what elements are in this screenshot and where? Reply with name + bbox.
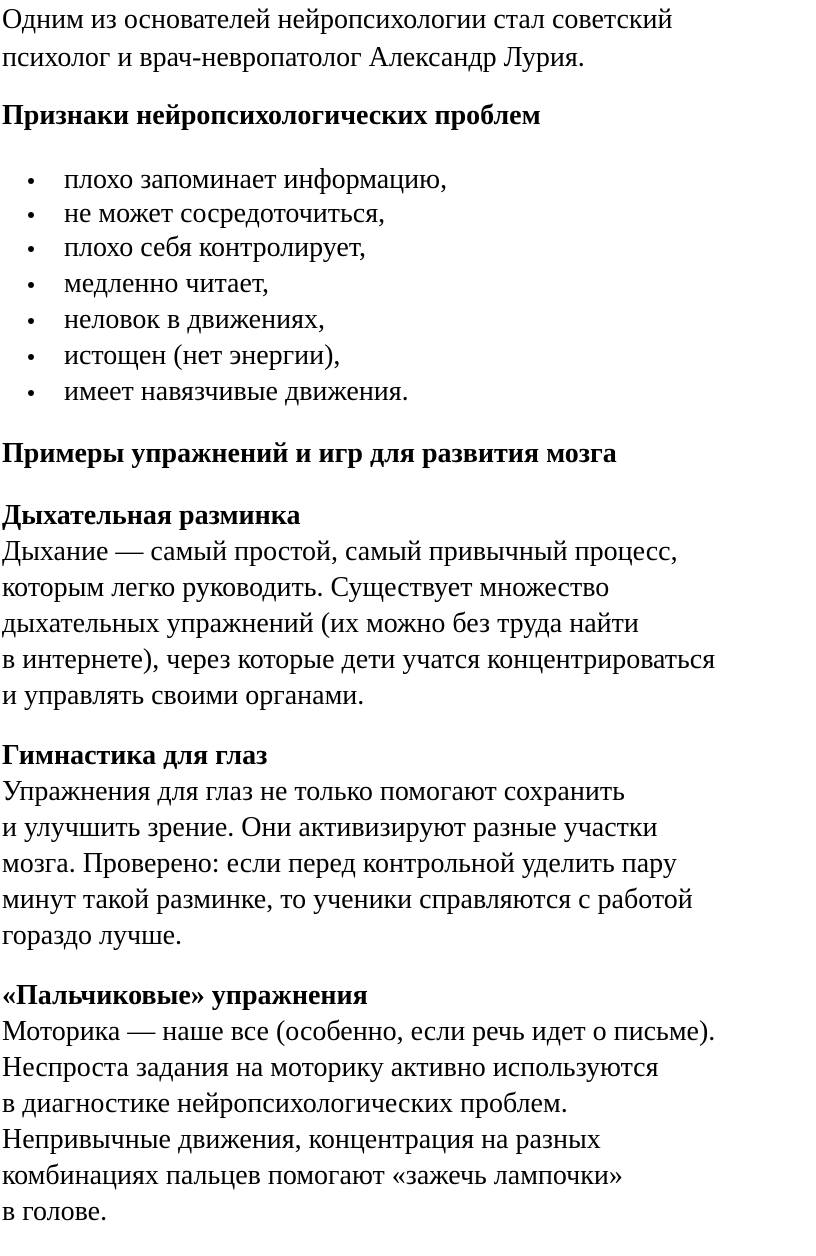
eyes-line-5: гораздо лучше. [2,920,183,951]
fingers-line-1: Моторика — наше все (особенно, если речь идет о письме). [2,1016,716,1047]
fingers-line-4: Непривычные движения, концентрация на разных [2,1124,601,1155]
list-item-text: имеет навязчивые движения. [64,376,409,407]
bullet-icon [28,282,34,288]
eyes-line-4: минут такой разминке, то ученики справляются с работой [2,884,693,915]
fingers-line-3: в диагностике нейропсихологических проблем. [2,1088,568,1119]
eyes-line-2: и улучшить зрение. Они активизируют разные участки [2,812,658,843]
list-item-text: медленно читает, [64,268,270,299]
intro-line-2: психолог и врач-невропатолог Александр Лурия. [2,42,585,73]
bullet-icon [28,212,34,218]
list-item-text: неловок в движениях, [64,304,325,335]
bullet-icon [28,354,34,360]
fingers-line-2: Неспроста задания на моторику активно используются [2,1052,659,1083]
bullet-icon [28,178,34,184]
eyes-line-3: мозга. Проверено: если перед контрольной уделить пару [2,848,677,879]
eyes-line-1: Упражнения для глаз не только помогают сохранить [2,776,625,807]
fingers-line-5: комбинациях пальцев помогают «зажечь лампочки» [2,1160,623,1191]
breathing-line-5: и управлять своими органами. [2,680,365,711]
list-item-text: плохо запоминает информацию, [64,164,448,195]
eyes-heading: Гимнастика для глаз [2,740,268,771]
signs-heading: Признаки нейропсихологических проблем [2,100,541,131]
examples-heading: Примеры упражнений и игр для развития мозга [2,438,617,469]
fingers-heading: «Пальчиковые» упражнения [2,980,368,1011]
breathing-line-4: в интернете), через которые дети учатся концентрироваться [2,644,716,675]
intro-line-1: Одним из основателей нейропсихологии стал советский [2,4,673,35]
bullet-icon [28,390,34,396]
breathing-line-2: которым легко руководить. Существует множество [2,572,610,603]
list-item-text: не может сосредоточиться, [64,198,386,229]
list-item-text: плохо себя контролирует, [64,232,366,263]
breathing-line-1: Дыхание — самый простой, самый привычный процесс, [2,536,678,567]
bullet-icon [28,246,34,252]
bullet-icon [28,318,34,324]
list-item-text: истощен (нет энергии), [64,340,341,371]
fingers-line-6: в голове. [2,1196,108,1227]
breathing-line-3: дыхательных упражнений (их можно без труда найти [2,608,639,639]
breathing-heading: Дыхательная разминка [2,500,301,531]
